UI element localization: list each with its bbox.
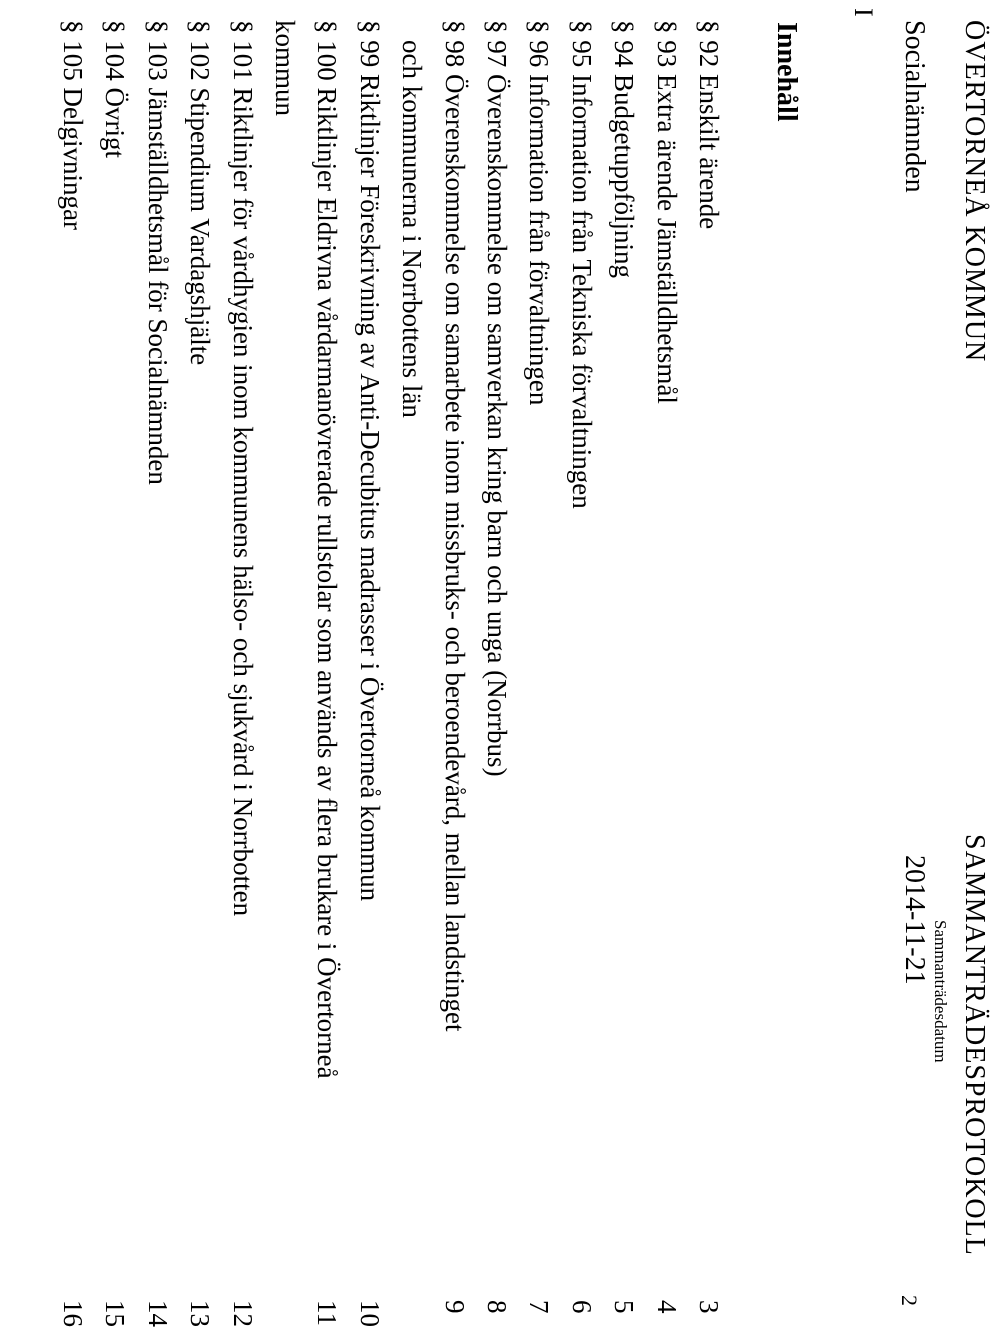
toc-entry-page: 9 [439,1300,470,1314]
toc-entry-continuation: kommun [270,20,300,117]
toc-entry: § 94 Budgetuppföljning [609,20,640,278]
toc-entry: § 99 Riktlinjer Föreskrivning av Anti-Decubitus madrasser i Övertorneå kommun [354,20,385,902]
board-name: Socialnämnden [899,20,930,193]
toc-entry-page: 15 [100,1300,131,1327]
toc-entry-page: 5 [609,1300,640,1314]
toc-entry-page: 11 [312,1300,343,1326]
toc-entry: § 96 Information från förvaltningen [524,20,555,406]
toc-entry-page: 3 [694,1300,724,1314]
toc-entry-page: 7 [524,1300,555,1314]
margin-mark: I [849,8,878,17]
toc-entry: § 100 Riktlinjer Eldrivna vårdarmanövrerade rullstolar som används av flera brukare i Övertorneå [312,20,343,1079]
toc-entry: § 101 Riktlinjer för vårdhygien inom kommunens hälso- och sjukvård i Norrbotten [227,20,258,917]
toc-entry: § 97 Överenskommelse om samverkan kring barn och unga (Norrbus) [482,20,512,777]
toc-entry-page: 4 [651,1300,682,1314]
toc-entry-page: 16 [58,1300,88,1327]
date-label: Sammanträdesdatum [931,920,950,1063]
toc-entry: § 93 Extra ärende Jämställdhetsmål [651,20,682,404]
toc-entry: § 92 Enskilt ärende [694,20,724,230]
toc-entry: § 103 Jämställdhetsmål för Socialnämnden [142,20,173,485]
document-title: SAMMANTRÄDESPROTOKOLL [959,834,990,1256]
contents-heading: Innehåll [771,22,802,122]
toc-entry-page: 8 [482,1300,512,1314]
toc-entry: § 98 Överenskommelse om samarbete inom missbruks- och beroendevård, mellan landstinget [439,20,470,1032]
toc-entry-page: 14 [142,1300,173,1327]
toc-entry-page: 13 [185,1300,216,1327]
meeting-date: 2014-11-21 [899,855,930,985]
toc-entry-continuation: och kommunerna i Norrbottens län [397,40,428,418]
toc-entry: § 104 Övrigt [100,20,131,158]
toc-entry-page: 6 [566,1300,597,1314]
toc-entry: § 95 Information från Tekniska förvaltningen [566,20,597,509]
organization-name: ÖVERTORNEÅ KOMMUN [959,20,990,363]
toc-entry-page: 12 [227,1300,258,1327]
toc-entry-page: 10 [354,1300,385,1327]
toc-entry: § 102 Stipendium Vardagshjälte [185,20,216,366]
page-number: 2 [897,1295,922,1306]
toc-entry: § 105 Delgivningar [58,20,88,230]
